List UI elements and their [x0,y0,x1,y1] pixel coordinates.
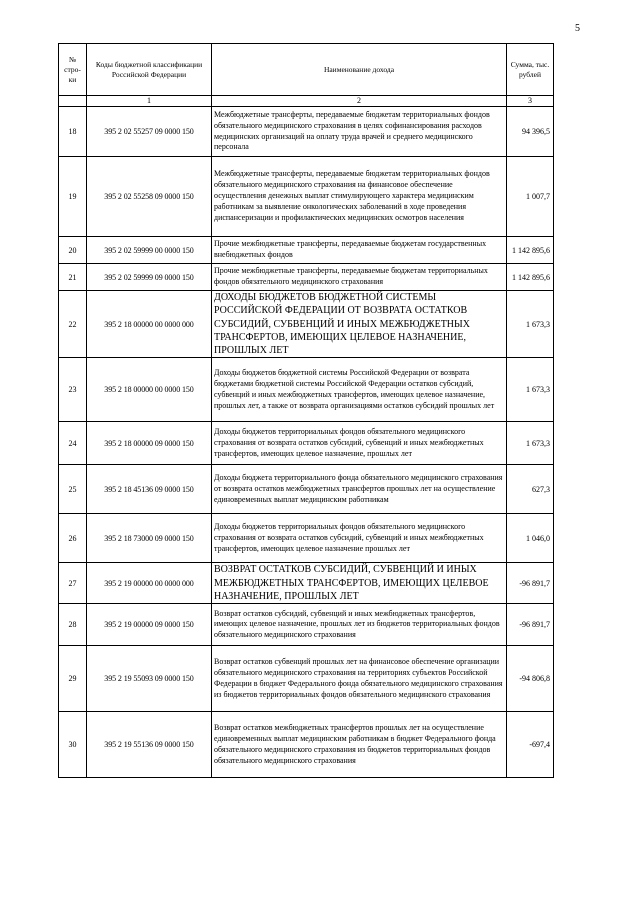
row-number: 30 [59,712,87,778]
amount: 1 007,7 [507,157,554,237]
row-number: 23 [59,358,87,422]
row-number: 26 [59,514,87,563]
amount: 1 673,3 [507,358,554,422]
row-number: 21 [59,264,87,291]
header-row-no: № стро-ки [59,44,87,96]
budget-code: 395 2 19 55093 09 0000 150 [87,646,212,712]
income-name: ДОХОДЫ БЮДЖЕТОВ БЮДЖЕТНОЙ СИСТЕМЫ РОССИЙСКОЙ ФЕДЕРАЦИИ ОТ ВОЗВРАТА ОСТАТКОВ СУБСИДИЙ, СУБВЕНЦИЙ И ИНЫХ МЕЖБЮДЖЕТНЫХ ТРАНСФЕРТОВ, ИМЕЮЩИХ ЦЕЛЕВОЕ НАЗНАЧЕНИЕ, ПРОШЛЫХ ЛЕТ [212,291,507,358]
budget-code: 395 2 18 45136 09 0000 150 [87,465,212,514]
table-row [59,712,554,778]
row-number: 22 [59,291,87,358]
column-index-2: 2 [212,96,507,107]
row-number: 29 [59,646,87,712]
table-row [59,465,554,514]
table-row [59,422,554,465]
budget-code: 395 2 02 59999 09 0000 150 [87,264,212,291]
row-number: 25 [59,465,87,514]
budget-code: 395 2 18 00000 00 0000 000 [87,291,212,358]
budget-code: 395 2 18 00000 00 0000 150 [87,358,212,422]
table-row [59,291,554,358]
budget-code: 395 2 02 59999 00 0000 150 [87,237,212,264]
table-row [59,264,554,291]
budget-code: 395 2 18 73000 09 0000 150 [87,514,212,563]
table-row [59,237,554,264]
amount: -94 806,8 [507,646,554,712]
income-name: Межбюджетные трансферты, передаваемые бюджетам территориальных фондов обязательного медицинского страхования в целях софинансирования расходов медицинских организаций на оплату труда врачей и среднего медицинского персонала [212,107,507,157]
row-number: 18 [59,107,87,157]
row-number: 20 [59,237,87,264]
header-sum: Сумма, тыс. рублей [507,44,554,96]
column-index-3: 3 [507,96,554,107]
amount: 627,3 [507,465,554,514]
budget-code: 395 2 19 00000 00 0000 000 [87,563,212,604]
column-index-row [59,96,554,107]
budget-code: 395 2 02 55257 09 0000 150 [87,107,212,157]
table-row [59,358,554,422]
table-row [59,646,554,712]
amount: -96 891,7 [507,563,554,604]
amount: -96 891,7 [507,604,554,646]
amount: 1 142 895,6 [507,237,554,264]
amount: 1 673,3 [507,291,554,358]
row-number: 24 [59,422,87,465]
income-name: Доходы бюджетов территориальных фондов обязательного медицинского страхования от возврата остатков субсидий, субвенций и иных межбюджетных трансфертов, имеющих целевое назначение, прошлых лет [212,422,507,465]
income-name: Прочие межбюджетные трансферты, передаваемые бюджетам государственных внебюджетных фондов [212,237,507,264]
table-header-row [59,44,554,96]
income-name: ВОЗВРАТ ОСТАТКОВ СУБСИДИЙ, СУБВЕНЦИЙ И ИНЫХ МЕЖБЮДЖЕТНЫХ ТРАНСФЕРТОВ, ИМЕЮЩИХ ЦЕЛЕВОЕ НАЗНАЧЕНИЕ, ПРОШЛЫХ ЛЕТ [212,563,507,604]
amount: 1 673,3 [507,422,554,465]
table-body [59,107,554,778]
header-codes: Коды бюджетной классификации Российской Федерации [87,44,212,96]
row-number: 27 [59,563,87,604]
income-name: Прочие межбюджетные трансферты, передаваемые бюджетам территориальных фондов обязательного медицинского страхования [212,264,507,291]
income-name: Доходы бюджетов бюджетной системы Российской Федерации от возврата бюджетами бюджетной системы Российской Федерации остатков субсидий, субвенций и иных межбюджетных трансфертов, имеющих целевое назначение, прошлых лет, а также от возврата организациями остатков субсидий прошлых лет [212,358,507,422]
income-table [58,43,554,778]
income-name: Межбюджетные трансферты, передаваемые бюджетам территориальных фондов обязательного медицинского страхования на финансовое обеспечение осуществления денежных выплат стимулирующего характера медицинским работникам за выявление онкологических заболеваний в ходе проведения диспансеризации и профилактических медицинских осмотров населения [212,157,507,237]
amount: -697,4 [507,712,554,778]
budget-code: 395 2 19 00000 09 0000 150 [87,604,212,646]
row-number: 19 [59,157,87,237]
header-name: Наименование дохода [212,44,507,96]
table-row [59,157,554,237]
page-number: 5 [575,23,580,34]
amount: 1 142 895,6 [507,264,554,291]
budget-code: 395 2 02 55258 09 0000 150 [87,157,212,237]
income-name: Возврат остатков субсидий, субвенций и иных межбюджетных трансфертов, имеющих целевое назначение, прошлых лет из бюджетов территориальных фондов обязательного медицинского страхования [212,604,507,646]
column-index-1: 1 [87,96,212,107]
table-row [59,514,554,563]
amount: 94 396,5 [507,107,554,157]
budget-code: 395 2 18 00000 09 0000 150 [87,422,212,465]
column-index-blank [59,96,87,107]
income-name: Доходы бюджета территориального фонда обязательного медицинского страхования от возврата остатков межбюджетных трансфертов прошлых лет на осуществление единовременных выплат медицинским работникам [212,465,507,514]
amount: 1 046,0 [507,514,554,563]
table-row [59,563,554,604]
budget-code: 395 2 19 55136 09 0000 150 [87,712,212,778]
row-number: 28 [59,604,87,646]
table-row [59,604,554,646]
income-name: Доходы бюджетов территориальных фондов обязательного медицинского страхования от возврата остатков субсидий, субвенций и иных межбюджетных трансфертов, имеющих целевое назначение прошлых лет [212,514,507,563]
income-name: Возврат остатков субвенций прошлых лет на финансовое обеспечение организации обязательного медицинского страхования на территориях субъектов Российской Федерации в бюджет Федерального фонда обязательного медицинского страхования из бюджетов территориальных фондов обязательного медицинского страхования [212,646,507,712]
table-row [59,107,554,157]
income-name: Возврат остатков межбюджетных трансфертов прошлых лет на осуществление единовременных выплат медицинским работникам в бюджет Федерального фонда обязательного медицинского страхования из бюджетов территориальных фондов обязательного медицинского страхования [212,712,507,778]
